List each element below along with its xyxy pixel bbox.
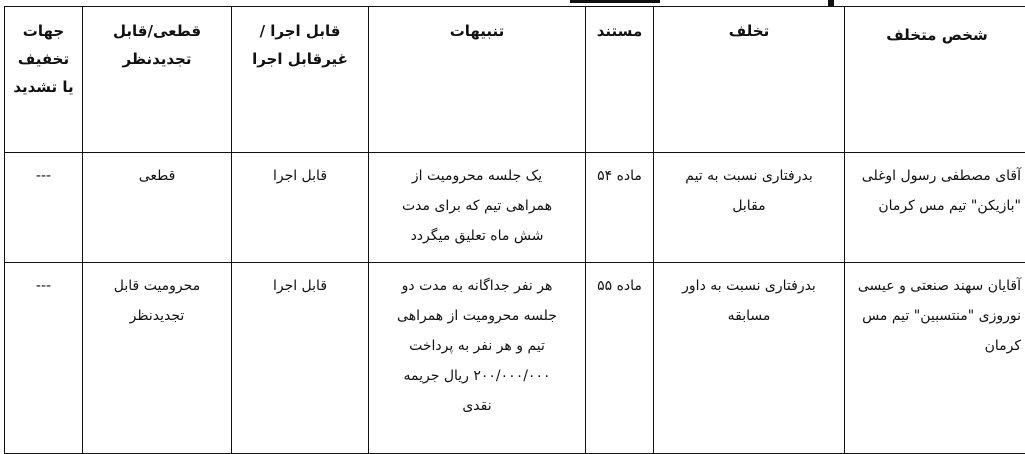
cell-executable: قابل اجرا xyxy=(232,153,369,263)
cell-violation: بدرفتاری نسبت به تیم مقابل xyxy=(654,153,845,263)
header-mitigation: جهات تخفیف یا تشدید xyxy=(5,7,83,153)
cell-mitigation: --- xyxy=(5,263,83,454)
header-violation: تخلف xyxy=(654,7,845,153)
cell-document: ماده ۵۵ xyxy=(586,263,654,454)
header-row xyxy=(5,7,1025,153)
cell-final: قطعی xyxy=(83,153,232,263)
header-executable: قابل اجرا /غیرقابل اجرا xyxy=(232,7,369,153)
scan-artifact xyxy=(570,0,660,3)
header-final: قطعی/قابل تجدیدنظر xyxy=(83,7,232,153)
cell-penalties: هر نفر جداگانه به مدت دو جلسه محرومیت از همراهی تیم و هر نفر به پرداخت ۲۰۰/۰۰۰/۰۰۰ ریال جریمه نقدی xyxy=(369,263,586,454)
header-penalties: تنبیهات xyxy=(369,7,586,153)
table-row xyxy=(5,263,1025,454)
violations-table xyxy=(4,6,1025,454)
cell-person: آقایان سهند صنعتی و عیسی نوروزی "منتسبین" تیم مس کرمان xyxy=(845,263,1025,454)
header-document: مستند xyxy=(586,7,654,153)
cell-executable: قابل اجرا xyxy=(232,263,369,454)
cell-mitigation: --- xyxy=(5,153,83,263)
cell-violation: بدرفتاری نسبت به داور مسابقه xyxy=(654,263,845,454)
table-row xyxy=(5,153,1025,263)
cell-person: آقای مصطفی رسول اوغلی "بازیکن" تیم مس کرمان xyxy=(845,153,1025,263)
cell-final: محرومیت قابل تجدیدنظر xyxy=(83,263,232,454)
cell-document: ماده ۵۴ xyxy=(586,153,654,263)
header-person: شخص متخلف xyxy=(845,7,1025,153)
cell-penalties: یک جلسه محرومیت از همراهی تیم که برای مدت شش ماه تعلیق میگردد xyxy=(369,153,586,263)
